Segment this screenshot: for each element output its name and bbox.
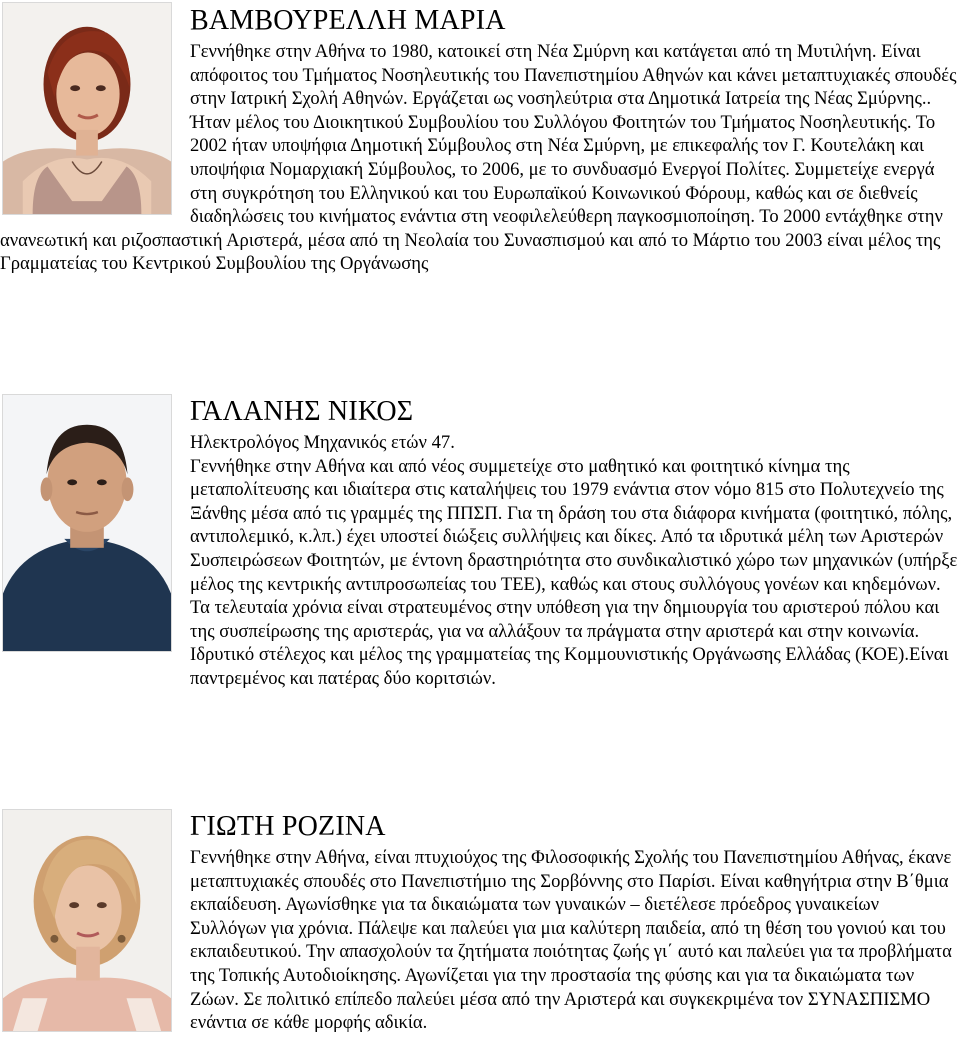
person-name: ΓΙΩΤΗ ΡΟΖΙΝΑ (190, 811, 386, 842)
person-name: ΒΑΜΒΟΥΡΕΛΛΗ ΜΑΡΙΑ (190, 5, 506, 36)
person-bio (0, 846, 958, 1035)
bio-text: Γεννήθηκε στην Αθήνα το 1980, κατοικεί στη Νέα Σμύρνη και κατάγεται από τη Μυτιλήνη. Είναι απόφοιτος του Τμήματος Νοσηλευτικής του Πανεπιστημίου Αθηνών και κάνει μεταπτυχιακές σπουδές στην Ιατρική Σχολή Αθηνών. Εργάζεται ως νοσηλεύτρια στα Δημοτικά Ιατρεία της Νέας Σμύρνης.. Ήταν μέλος του Διοικητικού Συμβουλίου του Συλλόγου Φοιτητών του Τμήματος Νοσηλευτικής. Το 2002 ήταν υποψήφια Δημοτική Σύμβουλος στη Νέα Σμύρνη, με επικεφαλής τον Γ. Κουτελάκη και υποψήφια Νομαρχιακή Σύμβουλος, το 2006, με το συνδυασμό Ενεργοί Πολίτες. Συμμετείχε ενεργά στη συγκρότηση του Ελληνικού και του Ευρωπαϊκού Κοινωνικού Φόρουμ, καθώς και σε διεθνείς διαδηλώσεις του κινήματος ενάντια στη νεοφιλελεύθερη παγκοσμιοποίηση. Το 2000 εντάχθηκε στην ανανεωτική και ριζοσπαστική Αριστερά, μέσα από τη Νεολαία του Συνασπισμού και από το Μάρτιο του 2003 είναι μέλος της Γραμματείας του Κεντρικού Συμβουλίου της Οργάνωσης (0, 41, 957, 275)
bio-text: Γεννήθηκε στην Αθήνα και από νέος συμμετείχε στο μαθητικό και φοιτητικό κίνημα της μεταπολίτευσης και ιδιαίτερα στις καταλήψεις του 1979 ενάντια στον νόμο 815 στο Πολυτεχνείο της Ξάνθης μέσα από τις γραμμές της ΠΠΣΠ. Για τη δράση του στα διάφορα κινήματα (φοιτητικό, πόλης, αντιπολεμικό, κ.λπ.) έχει υποστεί διώξεις συλλήψεις και δίκες. Από τα ιδρυτικά μέλη των Αριστερών Συσπειρώσεων Φοιτητών, με έντονη δραστηριότητα στο συνδικαλιστικό χώρο των μηχανικών (υπήρξε μέλος της κεντρικής αντιπροσωπείας του ΤΕΕ), καθώς και στους συλλόγους γονέων και κηδεμόνων. Τα τελευταία χρόνια είναι στρατευμένος στην υπόθεση για την δημιουργία του αριστερού πόλου και της συσπείρωσης της αριστεράς, για να αλλάξουν τα πράγματα στην αριστερά και στην κοινωνία. Ιδρυτικό στέλεχος και μέλος της γραμματείας της Κομμουνιστικής Οργάνωσης Ελλάδας (ΚΟΕ).Είναι παντρεμένος και πατέρας δύο κοριτσιών. (190, 455, 958, 689)
person-bio (0, 431, 958, 691)
bio-subtitle: Ηλεκτρολόγος Μηχανικός ετών 47. (190, 432, 455, 453)
person-name: ΓΑΛΑΝΗΣ ΝΙΚΟΣ (190, 396, 414, 427)
person-bio (0, 40, 958, 276)
bio-text: Γεννήθηκε στην Αθήνα, είναι πτυχιούχος της Φιλοσοφικής Σχολής του Πανεπιστημίου Αθήνας, έκανε μεταπτυχιακές σπουδές στο Πανεπιστήμιο της Σορβόννης στο Παρίσι. Είναι καθηγήτρια στην Β΄θμια εκπαίδευση. Αγωνίσθηκε για τα δικαιώματα των γυναικών – διετέλεσε πρόεδρος γυναικείων Συλλόγων για χρόνια. Πάλεψε και παλεύει για μια καλύτερη παιδεία, από τη θέση του γονιού και του εκπαιδευτικού. Την απασχολούν τα ζητήματα ποιότητας ζωής γι΄ αυτό και παλεύει για τα προβλήματα της Τοπικής Αυτοδιοίκησης. Αγωνίζεται για την προστασία της φύσης και για τα δικαιώματα των Ζώων. Σε πολιτικό επίπεδο παλεύει μέσα από την Αριστερά και συγκεκριμένα τον ΣΥΝΑΣΠΙΣΜΟ ενάντια σε κάθε μορφής αδικία. (190, 847, 952, 1034)
